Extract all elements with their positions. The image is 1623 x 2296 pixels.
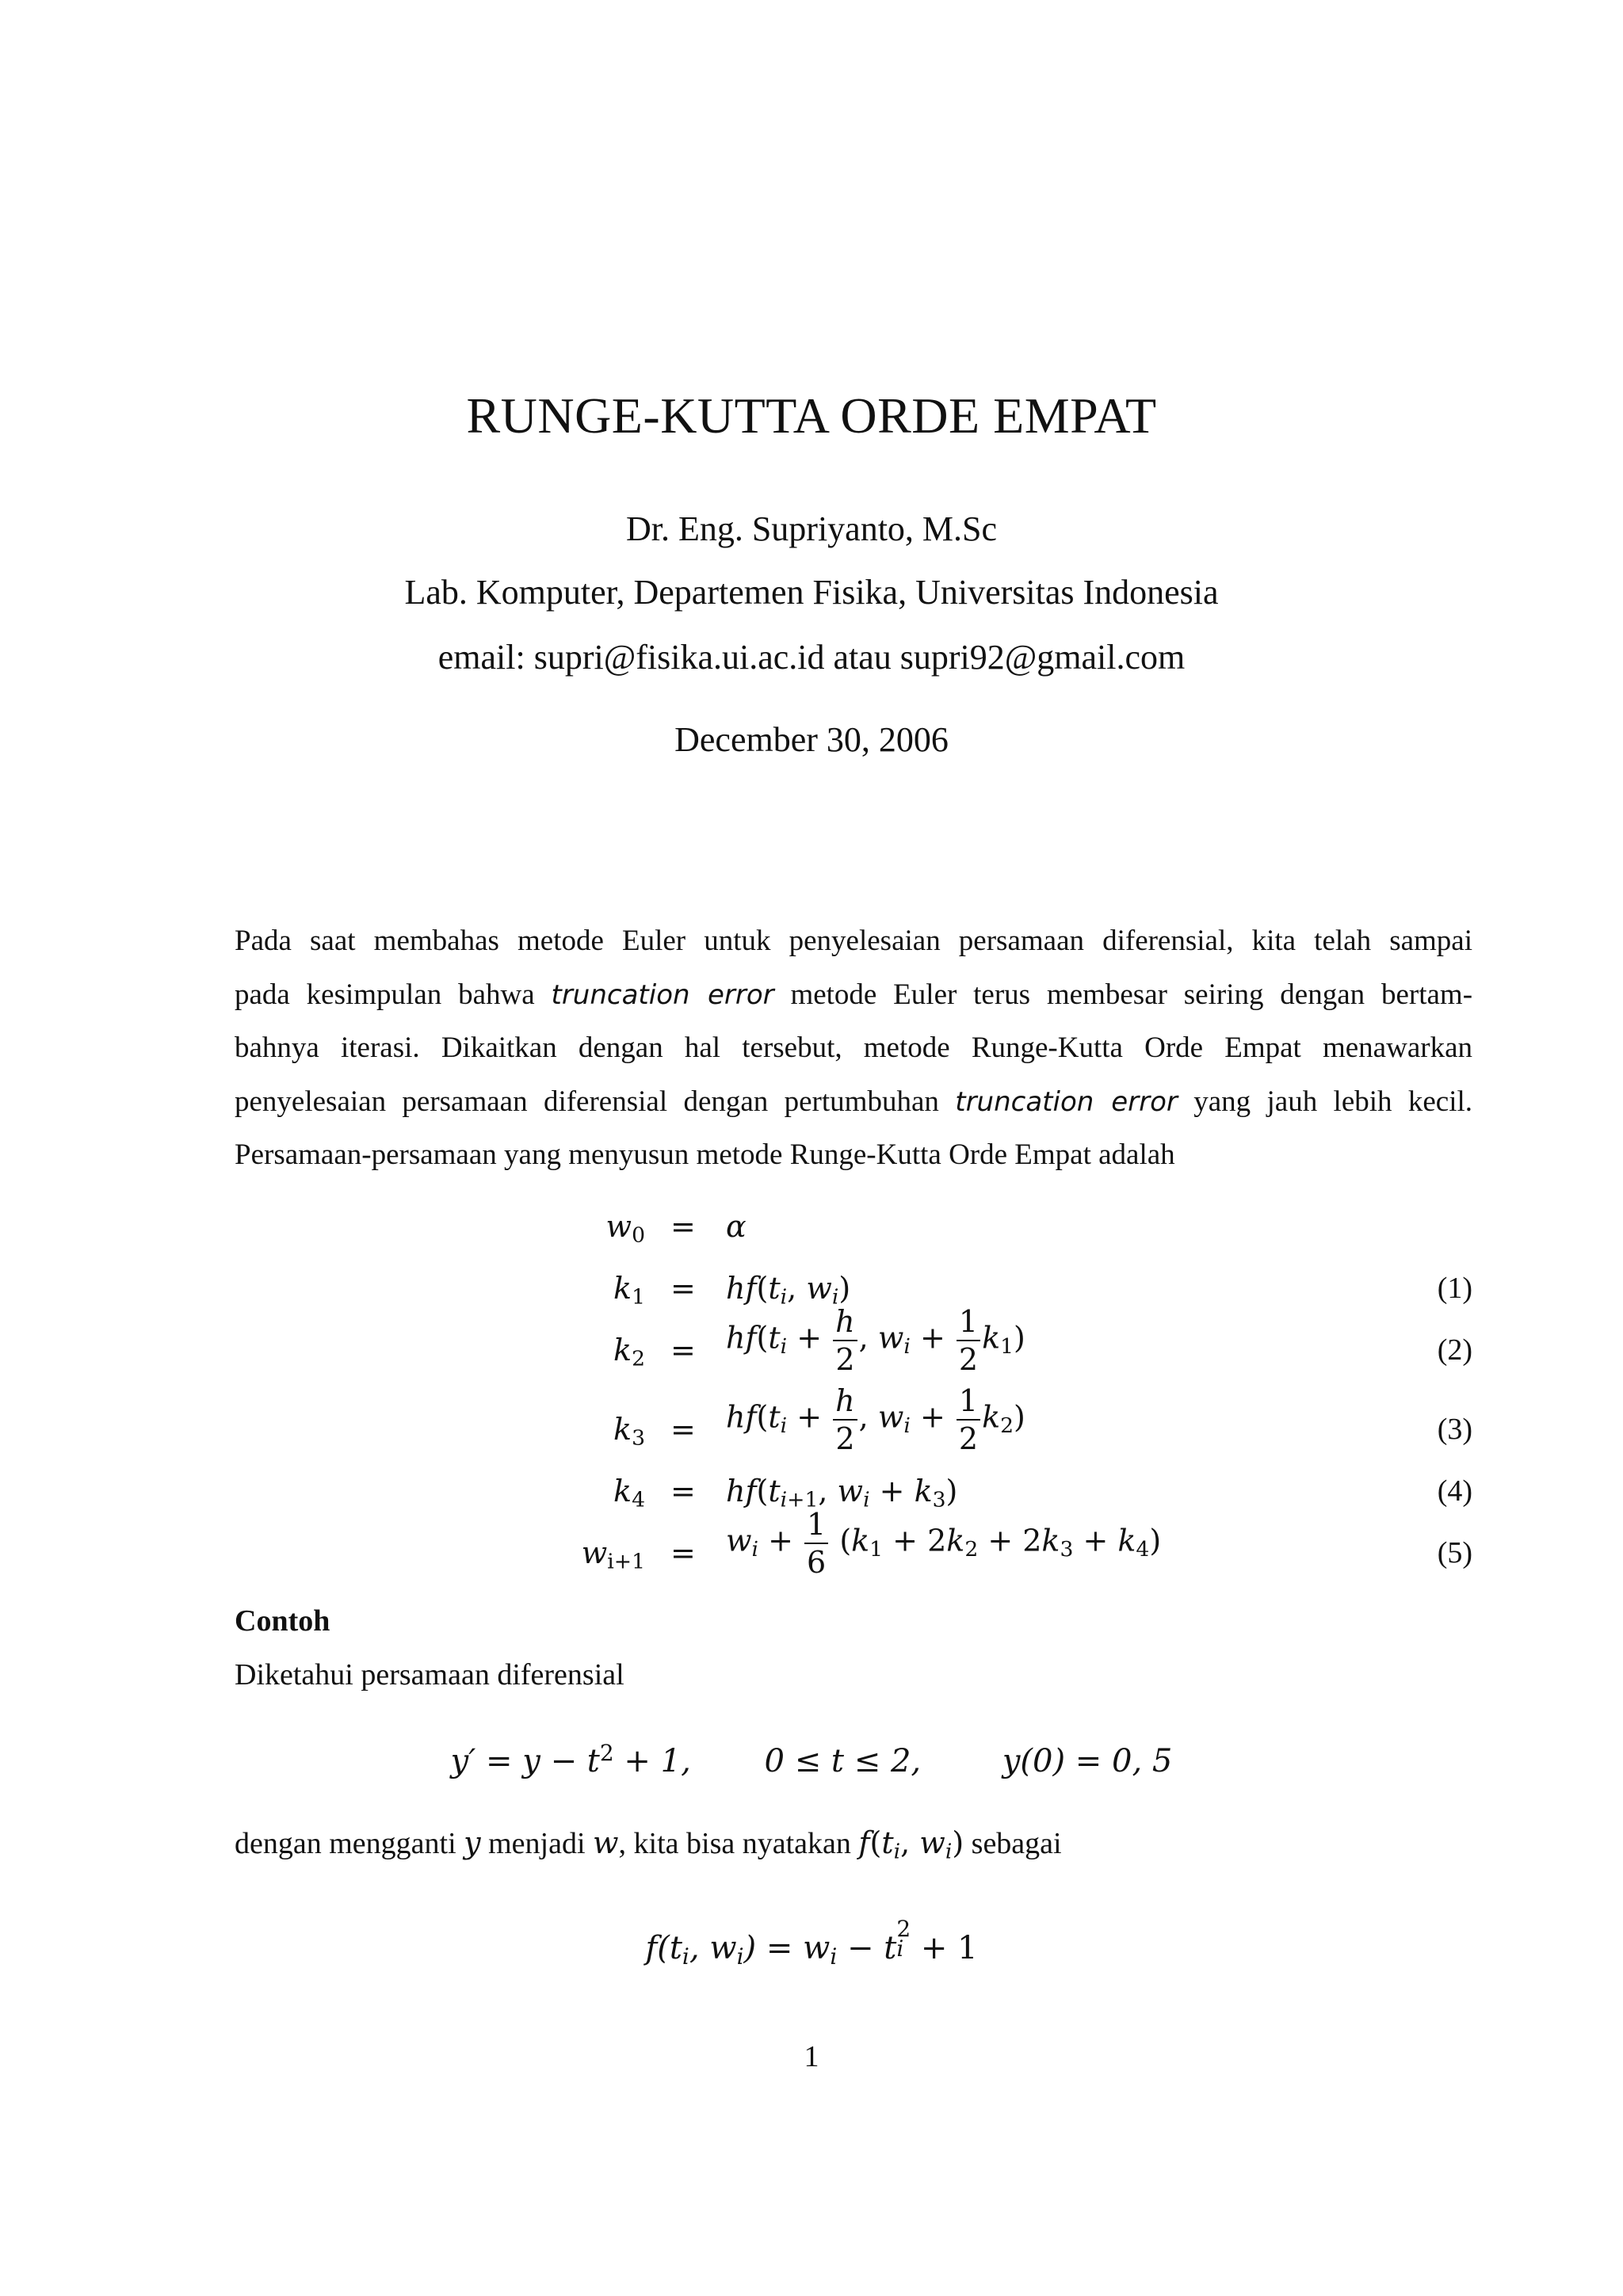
eq5-rhs: $w_i$ + $\frac{1}{6}$ $(k_1 + 2k_2 + 2k_3 + k_4)$ [726,1507,1162,1580]
ode-initial-condition: y(0) = 0, 5 [1002,1743,1173,1779]
eq0-rhs: α [726,1209,747,1244]
eq1-number: (1) [1437,1272,1472,1305]
f-definition: $f(t_i$, $w_i) = w_i - t$ 2 i + 1 [645,1916,978,1970]
eq3-number: (3) [1437,1413,1472,1446]
eq2-number: (2) [1437,1333,1472,1367]
eq0-lhs: $w_0$ [605,1209,645,1248]
eq3-lhs: $k_3$ [613,1412,645,1451]
example-heading: Contoh [235,1604,330,1638]
eq2-lhs: $k_2$ [613,1333,645,1371]
eq1-lhs: $k_1$ [613,1271,645,1310]
eq4-rhs: $hf(t_{i+1}$, $w_i + k_3$) [726,1474,958,1512]
ode-display [0,1740,1623,1779]
eq5-lhs: $w_{i+1}$ [581,1535,645,1574]
eq1-rhs: $hf(t_i$, $w_i$) [726,1271,851,1310]
intro-line: Pada saat membahas metode Euler untuk penyelesaian persamaan diferensial, kita telah sampai [235,925,1472,957]
ode-equation: $y' = y - t^2 + 1$, [450,1740,691,1779]
eq3-rhs: $hf(t_i$ + $\frac{h}{2}$ , $w_i$ + $\frac{1}{2}$ $k_2$) [726,1383,1025,1456]
eq5-equals: = [670,1535,696,1570]
eq1-equals: = [670,1271,696,1306]
eq3-equals: = [670,1412,696,1447]
paper-date: December 30, 2006 [674,720,949,759]
eq5-number: (5) [1437,1536,1472,1569]
intro-line: Persamaan-persamaan yang menyusun metode Runge-Kutta Orde Empat adalah [235,1138,1175,1171]
page-number: 1 [804,2040,819,2073]
intro-line: bahnya iterasi. Dikaitkan dengan hal tersebut, metode Runge-Kutta Orde Empat menawarkan [235,1032,1472,1064]
intro-line: penyelesaian persamaan diferensial dengan pertumbuhan truncation error yang jauh lebih kecil. [235,1085,1473,1118]
substitution-text: dengan mengganti y menjadi w, kita bisa nyatakan $f(t_i$, $w_i$) sebagai [235,1825,1062,1864]
author-affiliation: Lab. Komputer, Departemen Fisika, Universitas Indonesia [404,573,1219,612]
emphasis-term: truncation error [551,978,774,1011]
eq4-lhs: $k_4$ [613,1474,645,1512]
ode-domain: 0 ≤ t ≤ 2, [764,1743,922,1779]
emphasis-term: truncation error [955,1085,1178,1118]
eq2-equals: = [670,1333,696,1367]
eq4-number: (4) [1437,1474,1472,1508]
eq4-equals: = [670,1474,696,1508]
intro-line: pada kesimpulan bahwa truncation error metode Euler terus membesar seiring dengan bertam- [235,978,1473,1011]
author-name: Dr. Eng. Supriyanto, M.Sc [625,509,998,548]
example-given-text: Diketahui persamaan diferensial [235,1658,624,1691]
eq2-rhs: $hf(t_i$ + $\frac{h}{2}$ , $w_i$ + $\frac{1}{2}$ $k_1$) [726,1304,1025,1377]
paper-title: RUNGE-KUTTA ORDE EMPAT [466,387,1157,444]
author-email: email: supri@fisika.ui.ac.id atau supri92@gmail.com [437,638,1186,677]
eq0-equals: = [670,1209,696,1244]
